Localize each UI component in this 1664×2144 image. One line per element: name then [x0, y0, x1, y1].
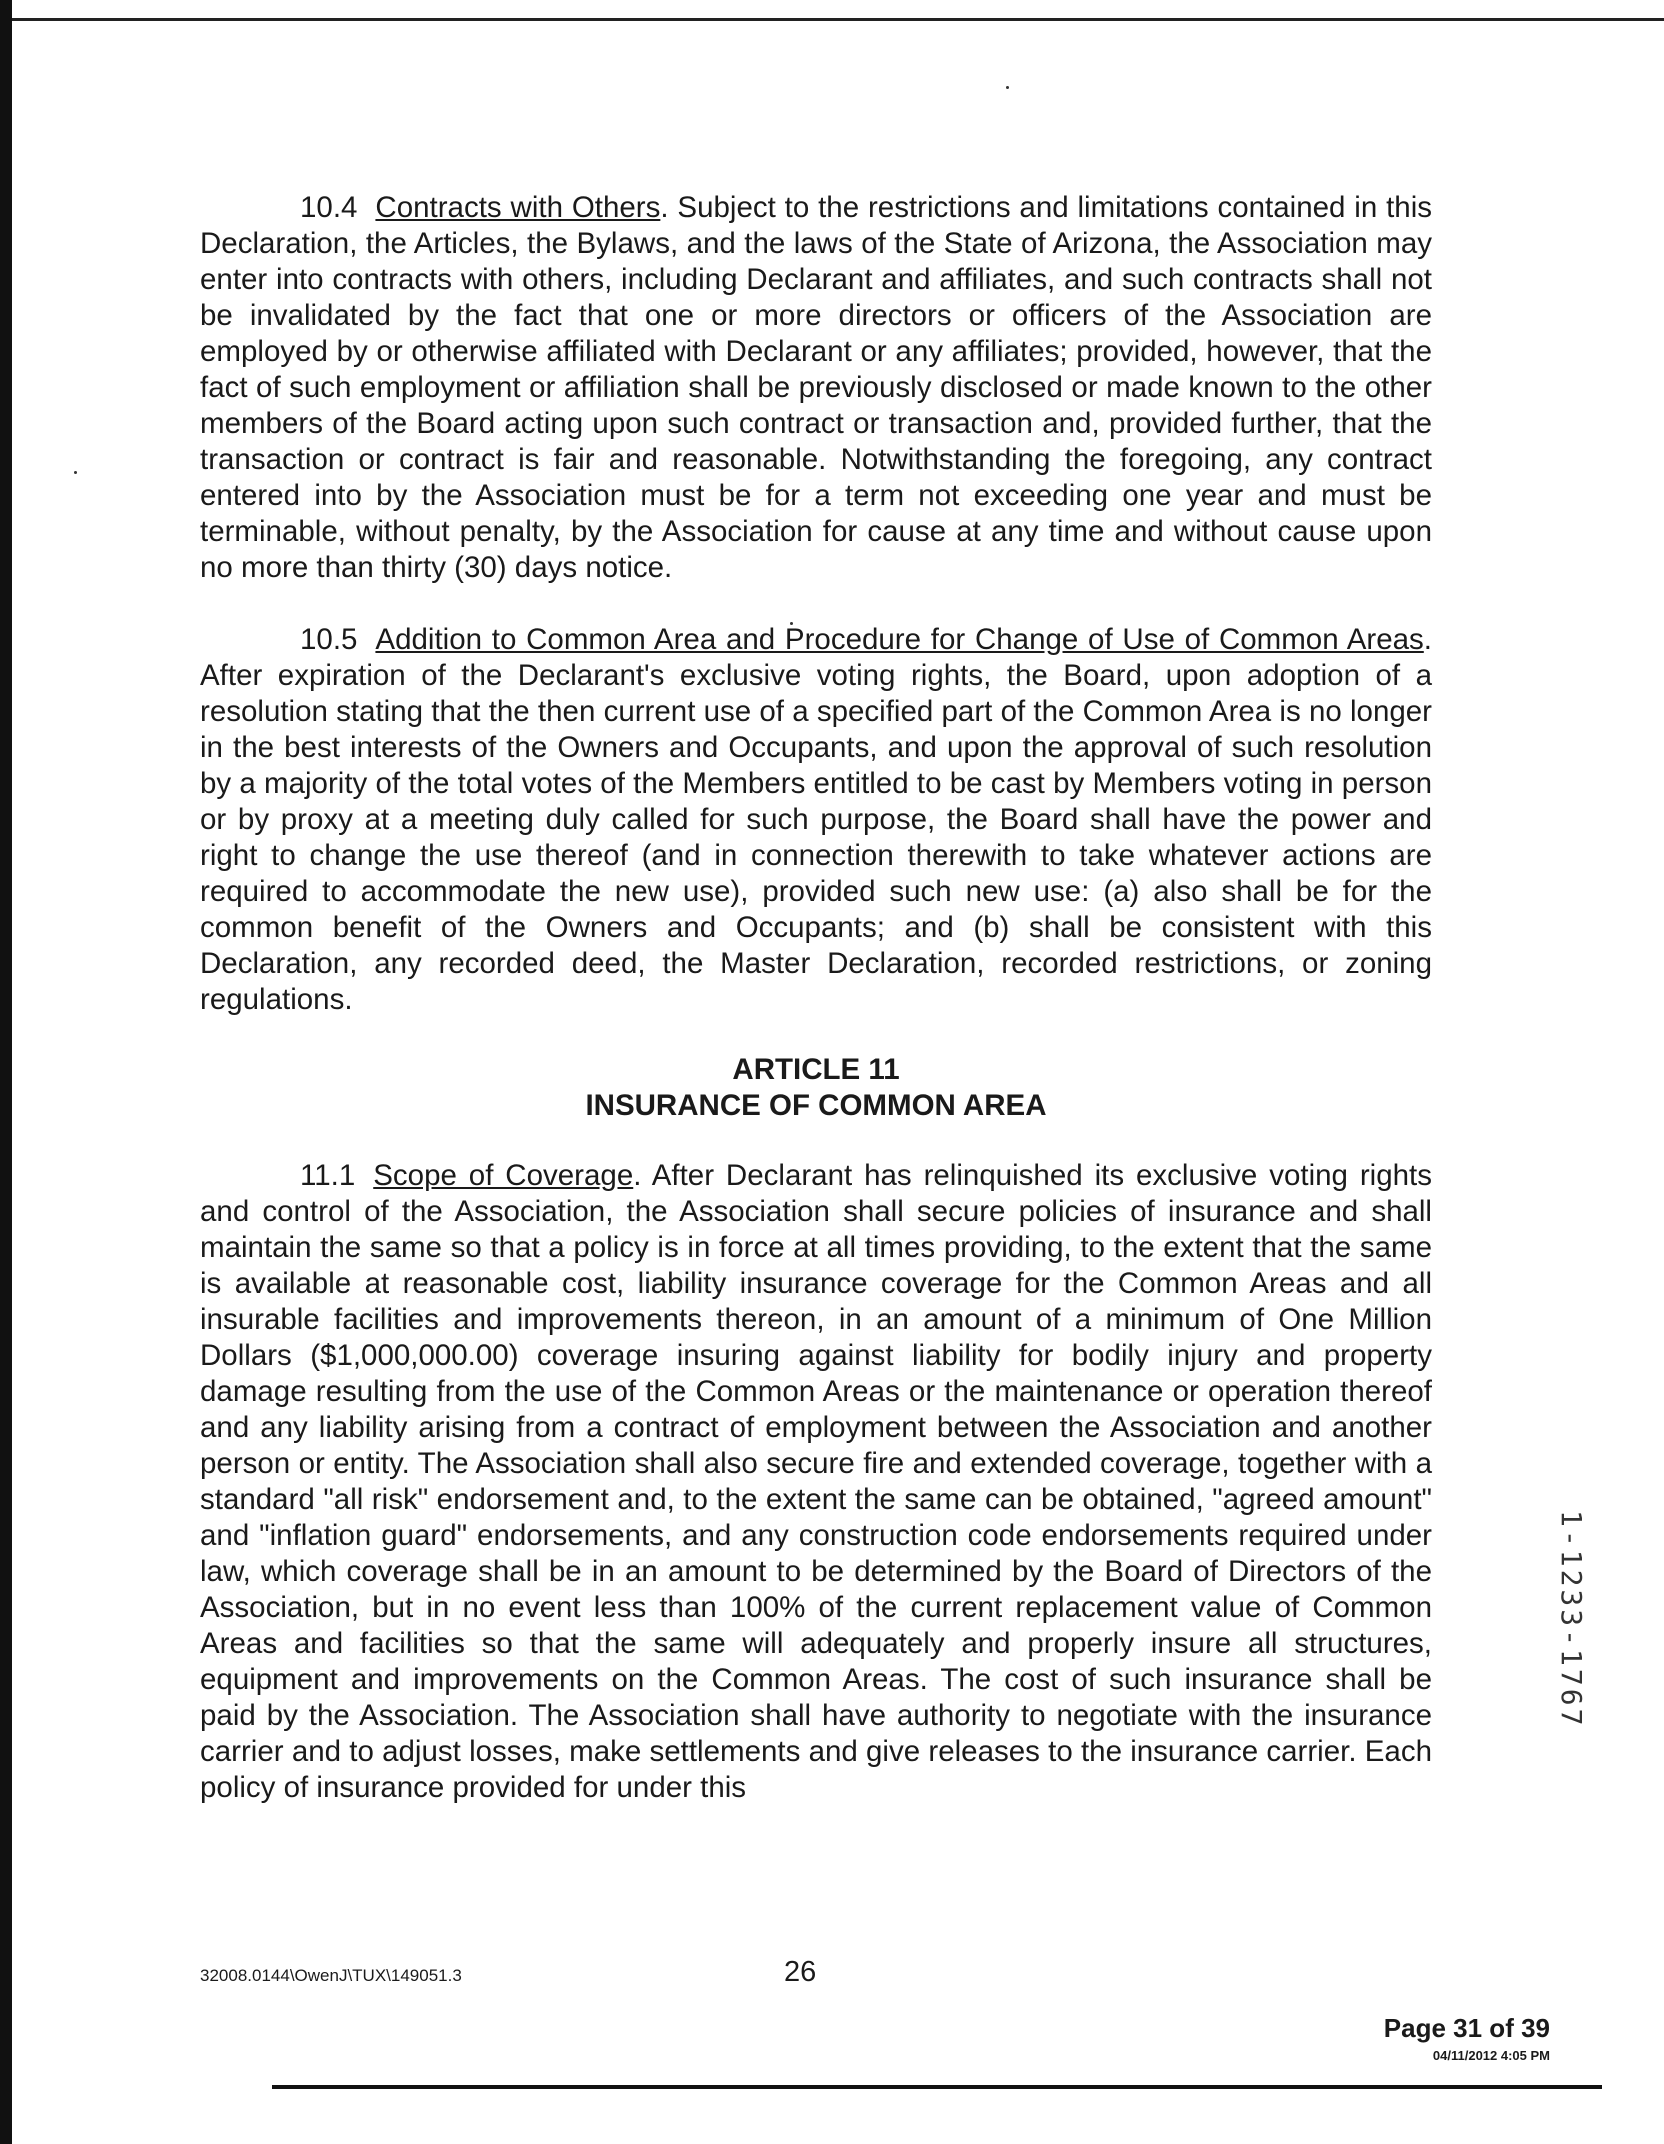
section-number: 10.5 — [300, 623, 358, 656]
section-number: 11.1 — [300, 1159, 356, 1192]
page-of-indicator: Page 31 of 39 — [1383, 2013, 1550, 2043]
article-label: ARTICLE 11 — [732, 1053, 900, 1086]
recording-number-text: 1-1233-1767 — [1555, 1510, 1588, 1729]
top-rule — [12, 18, 1664, 21]
section-text: . After Declarant has relinquished its exclusive voting rights and control of the Association, the Association shall secure policies of insurance and shall maintain the same so that a policy is in force at all times providing, to the extent that the same is available at reasonable cost, liability insurance coverage for the Common Areas and all insurable facilities and improvements thereon, in an amount of a minimum of One Million Dollars ($1,000,000.00) coverage insuring against liability for bodily injury and property damage resulting from the use of the Common Areas or the maintenance or operation thereof and any liability arising from a contract of employment between the Association and another person or entity. The Association shall also secure fire and extended coverage, together with a standard "all risk" endorsement and, to the extent the same can be obtained, "agreed amount" and "inflation guard" endorsements, and any construction code endorsements required under law, which coverage shall be in an amount to be determined by the Board of Directors of the Association, but in no event less than 100% of the current replacement value of Common Areas and facilities so that the same will adequately and properly insure all structures, equipment and improvements on the Common Areas. The cost of such insurance shall be paid by the Association. The Association shall have authority to negotiate with the insurance carrier and to adjust losses, make settlements and give releases to the insurance carrier. Each policy of insurance provided for under this — [200, 1159, 1432, 1804]
section-heading: Contracts with Others — [375, 191, 661, 224]
footer-document-id: 32008.0144\OwenJ\TUX\149051.3 — [200, 1966, 462, 1985]
section-text: . Subject to the restrictions and limitations contained in this Declaration, the Articles, the Bylaws, and the laws of the State of Arizona, the Association may enter into contracts with others, including Declarant and affiliates, and such contracts shall not be invalidated by the fact that one or more directors or officers of the Association are employed by or otherwise affiliated with Declarant or any affiliates; provided, however, that the fact of such employment or affiliation shall be previously disclosed or made known to the other members of the Board acting upon such contract or transaction and, provided further, that the transaction or contract is fair and reasonable. Notwithstanding the foregoing, any contract entered into by the Association must be for a term not exceeding one year and must be terminable, without penalty, by the Association for cause at any time and without cause upon no more than thirty (30) days notice. — [200, 191, 1433, 584]
scan-edge-bar — [0, 0, 12, 2144]
scan-speck — [1006, 86, 1009, 89]
scan-speck — [74, 471, 77, 474]
body-text — [200, 190, 1432, 1842]
article-title: INSURANCE OF COMMON AREA — [585, 1089, 1047, 1122]
section-text: . After expiration of the Declarant's exclusive voting rights, the Board, upon adoption of a resolution stating that the then current use of a specified part of the Common Area is no longer in the best interests of the Owners and Occupants, and upon the approval of such resolution by a majority of the total votes of the Members entitled to be cast by Members voting in person or by proxy at a meeting duly called for such purpose, the Board shall have the power and right to change the use thereof (and in connection therewith to take whatever actions are required to accommodate the new use), provided such new use: (a) also shall be for the common benefit of the Owners and Occupants; and (b) shall be consistent with this Declaration, any recorded deed, the Master Declaration, recorded restrictions, or zoning regulations. — [200, 623, 1432, 1016]
section-10-4 — [200, 190, 1432, 586]
section-11-1 — [200, 1158, 1432, 1806]
section-10-5 — [200, 622, 1432, 1018]
section-number: 10.4 — [300, 191, 358, 224]
section-heading: Addition to Common Area and Procedure for Change of Use of Common Areas — [375, 623, 1424, 656]
section-heading: Scope of Coverage — [373, 1159, 634, 1192]
print-timestamp: 04/11/2012 4:05 PM — [1432, 2048, 1550, 2063]
bottom-rule — [272, 2085, 1602, 2089]
recording-number — [1555, 1510, 1588, 1810]
footer-page-number: 26 — [784, 1956, 817, 1988]
article-heading — [200, 1052, 1432, 1124]
